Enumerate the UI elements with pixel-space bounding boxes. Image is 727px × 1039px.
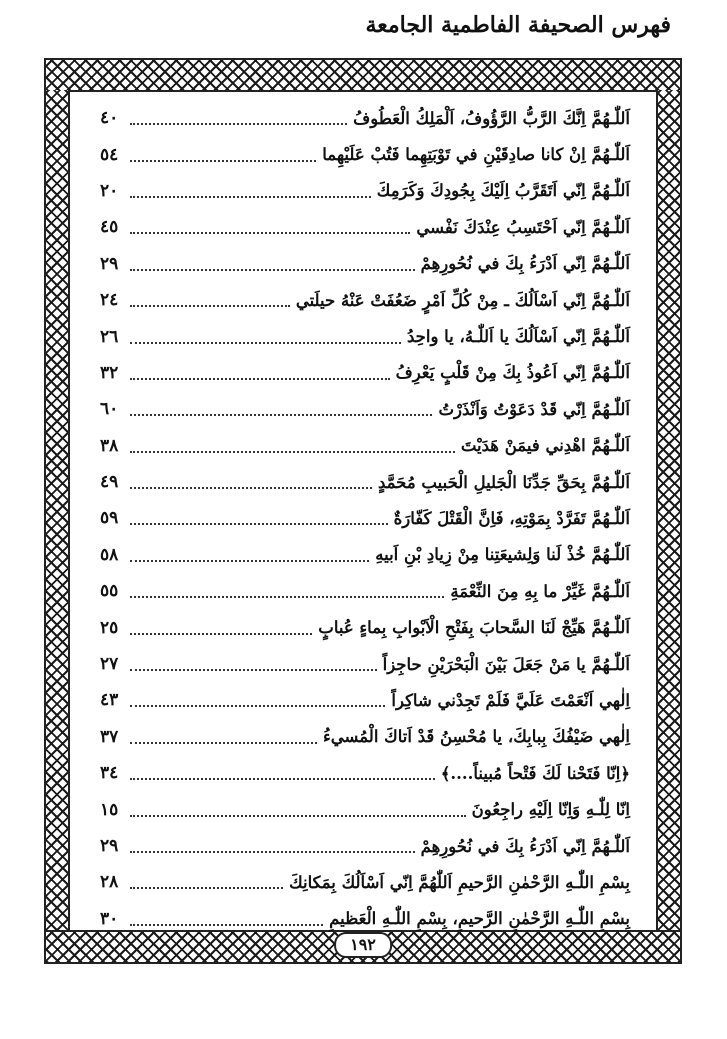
- index-entry: [70, 901, 656, 937]
- index-entry: [70, 719, 656, 755]
- index-entry: [70, 391, 656, 427]
- leader-dots: [130, 111, 347, 125]
- entry-page: ٣٠: [100, 908, 119, 929]
- entry-title: اِنّا لِلّٰـهِ وَاِنّا اِلَيْهِ راجِعُونَ: [471, 800, 630, 820]
- entry-page: ٢٩: [100, 253, 119, 274]
- entry-title: اَللّٰـهُمَّ اِنّي اَحْتَسِبُ عِنْدَكَ نَفْسي: [416, 217, 630, 237]
- leader-dots: [130, 366, 390, 380]
- leader-dots: [130, 475, 372, 489]
- index-entry: [70, 209, 656, 245]
- leader-dots: [130, 330, 401, 344]
- index-entry: [70, 537, 656, 573]
- entry-title: اِلٰهي اَنْعَمْتَ عَلَيَّ فَلَمْ تَجِدْني شاكِراً: [391, 690, 630, 710]
- leader-dots: [130, 184, 371, 198]
- entry-title: اَللّٰـهُمَّ خُذْ لَنا وَلِشيعَتِنا مِنْ زِيادِ بْنِ اَبيهِ: [375, 545, 630, 565]
- index-entry: [70, 173, 656, 209]
- entry-title: اَللّٰـهُمَّ اِنّي اَسْاَلُكَ ـ مِنْ كُلِّ اَمْرٍ ضَعُفَتْ عَنْهُ حيلَتي: [295, 290, 630, 310]
- leader-dots: [130, 439, 455, 453]
- leader-dots: [130, 402, 432, 416]
- leader-dots: [130, 693, 385, 707]
- entry-page: ٣٧: [100, 726, 119, 747]
- frame-top-border: [46, 60, 680, 92]
- entry-page: ٢٥: [100, 617, 119, 638]
- index-list: [70, 100, 656, 929]
- entry-title: اَللّٰـهُمَّ اِنّي اَسْاَلُكَ يا اَللّٰـهُ، يا واحِدُ: [407, 327, 630, 347]
- entry-title: اَللّٰـهُمَّ اِنَّكَ الرَّبُّ الرَّؤُوفُ، اَلْمَلِكُ الْعَطُوفُ: [353, 108, 630, 128]
- leader-dots: [130, 257, 415, 271]
- running-head: فهرس الصحيفة الفاطمية الجامعة: [365, 12, 671, 38]
- entry-page: ٥٥: [100, 581, 119, 602]
- leader-dots: [130, 803, 466, 817]
- entry-title: اَللّٰـهُمَّ تَفَرَّدْ بِمَوْتِهِ، فَاِنَّ الْقَتْلَ كَفّارَةٌ: [393, 508, 630, 528]
- index-entry: [70, 282, 656, 318]
- frame-right-border: [656, 90, 680, 932]
- entry-title: اَللّٰـهُمَّ اِنّي اَدْرَءُ بِكَ في نُحُورِهِمْ: [420, 254, 630, 274]
- index-entry: [70, 355, 656, 391]
- leader-dots: [130, 584, 444, 598]
- entry-page: ٤٠: [100, 108, 119, 129]
- entry-page: ٤٩: [100, 472, 119, 493]
- entry-page: ٤٥: [100, 217, 119, 238]
- index-entry: [70, 464, 656, 500]
- entry-title: اَللّٰـهُمَّ اِنّي اَعُوذُ بِكَ مِنْ قَلْبٍ يَعْرِفُ: [395, 363, 630, 383]
- entry-page: ٢٠: [100, 180, 119, 201]
- entry-page: ٥٩: [100, 508, 119, 529]
- index-entry: [70, 136, 656, 172]
- leader-dots: [130, 293, 290, 307]
- index-entry: [70, 609, 656, 645]
- ornamental-frame: [44, 58, 682, 964]
- leader-dots: [130, 511, 388, 525]
- page-number: ١٩٢: [334, 932, 392, 958]
- leader-dots: [130, 766, 435, 780]
- entry-page: ٥٨: [100, 544, 119, 565]
- index-entry: [70, 428, 656, 464]
- index-entry: [70, 246, 656, 282]
- entry-page: ٣٢: [100, 362, 119, 383]
- entry-title: بِسْمِ اللّٰـهِ الرَّحْمٰنِ الرَّحيمِ اَللّٰهُمَّ اِنّي اَسْاَلُكَ بِمَكانِكَ: [289, 872, 630, 892]
- entry-title: اَللّٰـهُمَّ اِنّي قَدْ دَعَوْتُ وَاَنْذَرْتُ: [438, 399, 630, 419]
- entry-title: ﴿اِنّا فَتَحْنا لَكَ فَتْحاً مُبيناً....﴾: [440, 763, 630, 783]
- index-entry: [70, 864, 656, 900]
- entry-page: ٤٣: [100, 690, 119, 711]
- index-entry: [70, 828, 656, 864]
- index-entry: [70, 646, 656, 682]
- entry-title: اِلٰهي ضَيْفُكَ بِبابِكَ، يا مُحْسِنُ قَدْ اَتاكَ الْمُسيءُ: [323, 727, 630, 747]
- leader-dots: [130, 657, 377, 671]
- entry-title: اَللّٰـهُمَّ اِنْ كانا صادِقَيْنِ في تَوْبَتِهِما فَتُبْ عَلَيْهِما: [322, 145, 630, 165]
- entry-title: اَللّٰـهُمَّ هَيِّجْ لَنَا السَّحابَ بِفَتْحِ الْاَبْوابِ بِماءٍ عُبابٍ: [318, 618, 630, 638]
- index-entry: [70, 755, 656, 791]
- entry-page: ٢٩: [100, 836, 119, 856]
- index-entry: [70, 682, 656, 718]
- frame-left-border: [46, 90, 70, 932]
- leader-dots: [130, 912, 323, 926]
- entry-title: اَللّٰـهُمَّ غَيِّرْ ما بِهِ مِنَ النِّعْمَةِ: [450, 581, 630, 601]
- entry-page: ٢٦: [100, 326, 119, 347]
- entry-page: ٣٨: [100, 435, 119, 456]
- entry-title: اَللّٰـهُمَّ اِنّي اَتَقَرَّبُ اِلَيْكَ بِجُودِكَ وَكَرَمِكَ: [376, 181, 630, 201]
- entry-page: ٦٠: [100, 399, 119, 420]
- index-entry: [70, 573, 656, 609]
- entry-page: ٥٤: [100, 144, 119, 165]
- entry-title: اَللّٰـهُمَّ اهْدِني فيمَنْ هَدَيْتَ: [460, 436, 630, 456]
- entry-title: بِسْمِ اللّٰـهِ الرَّحْمٰنِ الرَّحيمِ، بِسْمِ اللّٰـهِ الْعَظيمِ: [329, 909, 630, 929]
- leader-dots: [130, 220, 410, 234]
- entry-page: ٢٧: [100, 654, 119, 675]
- entry-page: ٢٤: [100, 290, 119, 311]
- leader-dots: [130, 548, 369, 562]
- entry-page: ١٥: [100, 799, 119, 820]
- entry-title: اَللّٰـهُمَّ بِحَقِّ جَدِّنَا الْجَليلِ الْحَبيبِ مُحَمَّدٍ: [377, 472, 630, 492]
- leader-dots: [130, 839, 415, 853]
- entry-title: اَللّٰـهُمَّ يا مَنْ جَعَلَ بَيْنَ الْبَحْرَيْنِ حاجِزاً: [382, 654, 630, 674]
- entry-page: ٢٨: [100, 872, 119, 893]
- index-entry: [70, 500, 656, 536]
- entry-page: ٣٤: [100, 763, 119, 784]
- index-entry: [70, 791, 656, 827]
- index-entry: [70, 318, 656, 354]
- leader-dots: [130, 148, 316, 162]
- index-entry: [70, 100, 656, 136]
- entry-title: اَللّٰـهُمَّ اِنّي اَدْرَءُ بِكَ في نُحُورِهِمْ: [420, 836, 630, 856]
- leader-dots: [130, 730, 317, 744]
- leader-dots: [130, 875, 283, 889]
- leader-dots: [130, 621, 312, 635]
